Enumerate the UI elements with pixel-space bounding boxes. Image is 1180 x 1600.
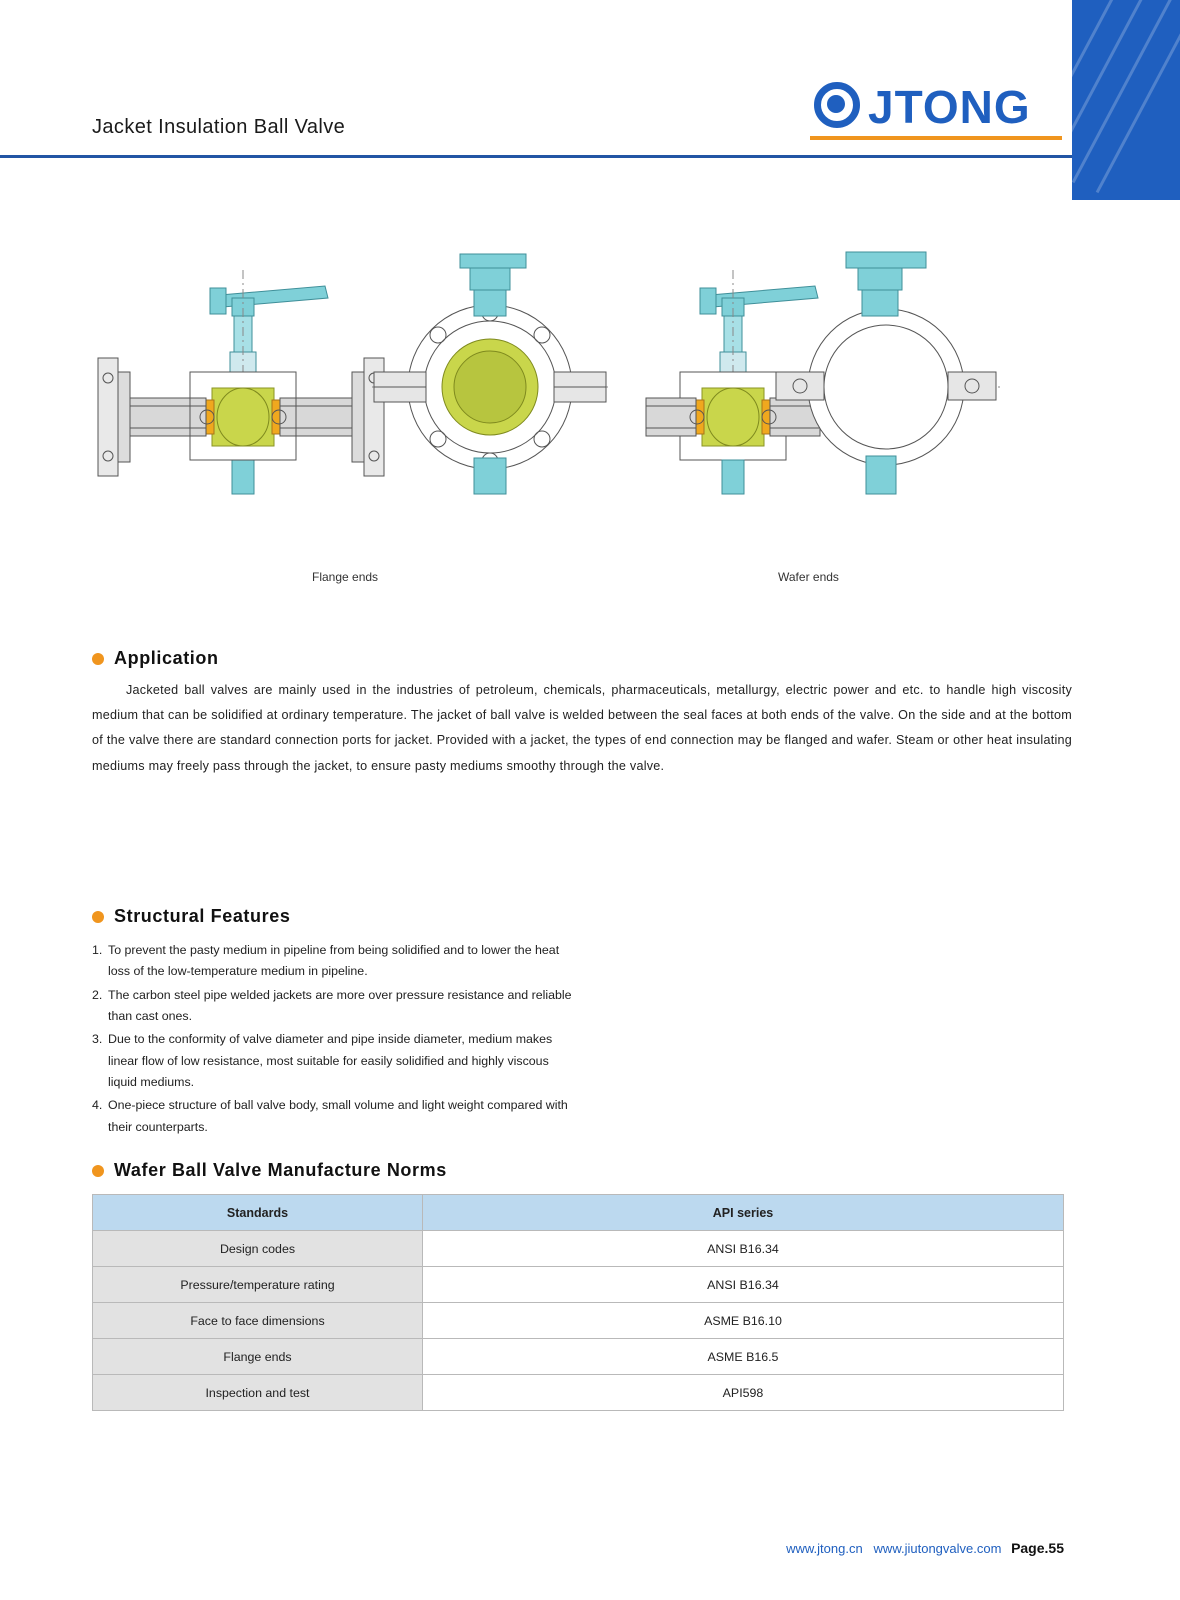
application-heading-label: Application xyxy=(114,648,219,668)
list-item-number: 1. xyxy=(92,943,103,957)
bullet-icon xyxy=(92,653,104,665)
footer-site-2: www.jiutongvalve.com xyxy=(873,1541,1002,1556)
column-header-standards: Standards xyxy=(93,1195,423,1231)
list-item-text: To prevent the pasty medium in pipeline from being solidified and to lower the heat loss of the low-temperature medium in pipeline. xyxy=(108,943,560,979)
table-row xyxy=(93,1231,1064,1267)
page-title: Jacket Insulation Ball Valve xyxy=(92,116,346,138)
figure-caption-flange: Flange ends xyxy=(312,570,379,584)
logo-underline xyxy=(810,136,1062,140)
bullet-icon xyxy=(92,1165,104,1177)
footer-site-1: www.jtong.cn xyxy=(786,1541,863,1556)
application-text xyxy=(92,678,1072,779)
jtong-logo-icon xyxy=(814,82,860,128)
list-item xyxy=(92,1029,592,1093)
cell-standard: Pressure/temperature rating xyxy=(93,1267,423,1303)
table-row xyxy=(93,1375,1064,1411)
bullet-icon xyxy=(92,911,104,923)
list-item xyxy=(92,1095,592,1138)
structural-features-heading-label: Structural Features xyxy=(114,906,291,926)
application-paragraph: Jacketed ball valves are mainly used in the industries of petroleum, chemicals, pharmaceuticals, metallurgy, electric power and etc. to handle high viscosity medium that can be solidified at ordinary temperature. The jacket of ball valve is welded between the seal faces at both ends of the valve. On the side and at the bottom of the valve there are standard connection ports for jacket. Provided with a jacket, the types of end connection may be flanged and wafer. Steam or other heat insulating mediums may freely pass through the jacket, to ensure pasty mediums smoothy through the valve. xyxy=(92,683,1072,773)
cell-api: ASME B16.10 xyxy=(423,1303,1064,1339)
list-item xyxy=(92,940,592,983)
application-heading xyxy=(92,648,219,669)
cell-api: ANSI B16.34 xyxy=(423,1267,1064,1303)
structural-features-list xyxy=(92,940,592,1140)
table-row xyxy=(93,1339,1064,1375)
cell-standard: Design codes xyxy=(93,1231,423,1267)
cell-api: ANSI B16.34 xyxy=(423,1231,1064,1267)
manufacture-norms-table xyxy=(92,1194,1064,1411)
list-item-text: One-piece structure of ball valve body, small volume and light weight compared with their counterparts. xyxy=(108,1098,568,1134)
list-item xyxy=(92,985,592,1028)
product-figures xyxy=(0,230,1080,600)
valve-drawings xyxy=(0,230,1080,570)
figure-caption-wafer: Wafer ends xyxy=(778,570,839,584)
list-item-number: 4. xyxy=(92,1098,103,1113)
table-row xyxy=(93,1303,1064,1339)
table-header-row xyxy=(93,1195,1064,1231)
cell-api: API598 xyxy=(423,1375,1064,1411)
list-item-number: 3. xyxy=(92,1032,103,1047)
page-number: Page.55 xyxy=(1011,1540,1064,1556)
table-row xyxy=(93,1267,1064,1303)
cell-standard: Face to face dimensions xyxy=(93,1303,423,1339)
brand-logo xyxy=(810,74,1070,154)
column-header-api-series: API series xyxy=(423,1195,1064,1231)
cell-api: ASME B16.5 xyxy=(423,1339,1064,1375)
norms-heading-label: Wafer Ball Valve Manufacture Norms xyxy=(114,1160,447,1180)
brand-corner-block xyxy=(1072,0,1180,200)
page-header xyxy=(0,0,1180,200)
header-divider xyxy=(0,155,1080,158)
list-item-text: The carbon steel pipe welded jackets are more over pressure resistance and reliable than cast ones. xyxy=(108,987,572,1023)
norms-heading xyxy=(92,1160,447,1181)
cell-standard: Flange ends xyxy=(93,1339,423,1375)
page-footer xyxy=(0,1540,1080,1556)
list-item-text: Due to the conformity of valve diameter and pipe inside diameter, medium makes linear flow of low resistance, most suitable for easily solidified and highly viscous liquid mediums. xyxy=(108,1032,553,1089)
cell-standard: Inspection and test xyxy=(93,1375,423,1411)
list-item-number: 2. xyxy=(92,987,103,1002)
structural-features-heading xyxy=(92,906,290,927)
logo-wordmark: JTONG xyxy=(868,81,1031,133)
